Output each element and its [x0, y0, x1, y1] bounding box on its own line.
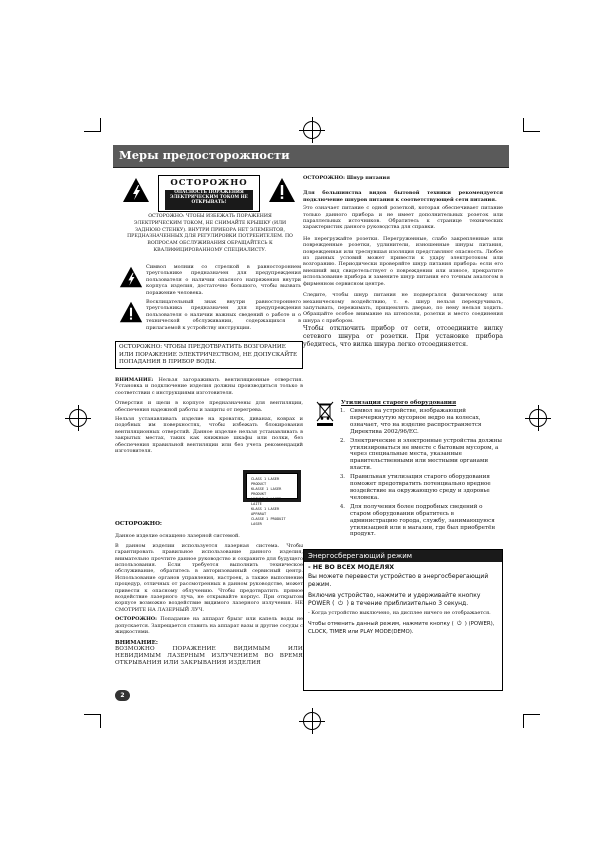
energy-saving-body	[304, 562, 502, 638]
attention-label: ВНИМАНИЕ:	[115, 377, 154, 383]
energy-saving-p4	[308, 621, 498, 636]
crop-mark	[84, 131, 100, 132]
fire-warning-text: ОСТОРОЖНО: ЧТОБЫ ПРЕДОТВРАТИТЬ ВОЗГОРАНИЕ ИЛИ ПОРАЖЕНИЕ ЭЛЕКТРИЧЕСТВОМ, НЕ ДОПУСКАЙТЕ ПОПАДАНИЯ В ПРИБОР ВОДЫ.	[119, 344, 298, 365]
list-number: 1.	[340, 408, 345, 414]
lightning-warning-icon	[122, 177, 150, 203]
disposal-item-4: Для получения более подробных сведений о старом оборудовании обратитесь в администрацию города, службу, занимающуюся утилизацией или в магазин, где был приобретён продукт.	[350, 503, 496, 538]
attention2-text: ВОЗМОЖНО ПОРАЖЕНИЕ ВИДИМЫМ ИЛИ НЕВИДИМЫМ ЛАЗЕРНЫМ ИЗЛУЧЕНИЕМ ВО ВРЕМЯ ОТКРЫВАНИЯ ИЛИ ЗАКРЫВАНИЯ ИЗДЕЛИЯ	[115, 645, 303, 667]
caution-warning-text: ОСТОРОЖНО: ЧТОБЫ ИЗБЕЖАТЬ ПОРАЖЕНИЯ ЭЛЕКТРИЧЕСКИМ ТОКОМ, НЕ СНИМАЙТЕ КРЫШКУ (ИЛИ ЗАДНЮЮ СТЕНКУ). ВНУТРИ ПРИБОРА НЕТ ЭЛЕМЕНТОВ, ПРЕДНАЗНАЧЕННЫХ ДЛЯ РЕГУЛИРОВКИ ПОТРЕБИТЕЛЕМ. ПО ВОПРОСАМ ОБСЛУЖИВАНИЯ ОБРАЩАЙТЕСЬ К КВАЛИФИЦИРОВАННОМУ СПЕЦИАЛИСТУ.	[127, 214, 293, 253]
laser-label-line: CLASSE 1 PRODUIT LASER	[251, 517, 286, 526]
right-column	[303, 175, 503, 349]
cord-paragraph-4: Чтобы отключить прибор от сети, отсоедините вилку сетевого шнура от розетки. При установке прибора убедитесь, что вилка шнура легко отсоединяется.	[303, 325, 503, 349]
caution2-intro: Данное изделие оснащено лазерной системой.	[115, 533, 240, 540]
cord-bold-text: Для большинства видов бытовой техники рекомендуется подключение шнуров питания к соответствующей сети питания.	[303, 190, 503, 203]
caution-subtitle: ОПАСНОСТЬ ПОРАЖЕНИЯ ЭЛЕКТРИЧЕСКИМ ТОКОМ НЕ ОТКРЫВАТЬ!	[165, 190, 253, 210]
energy-saving-p1: Вы можете перевести устройство в энергосберегающий режим.	[308, 573, 489, 588]
disposal-item-1: Символ на устройстве, изображающий перечеркнутую мусорное ведро на колесах, означает, что на изделие распространяется Директива 2002/96/EC.	[350, 408, 482, 435]
exclamation-warning-icon	[268, 177, 296, 203]
list-number: 2.	[340, 437, 345, 444]
crop-mark	[523, 714, 524, 728]
caution-box	[122, 175, 297, 213]
caution2-heading: ОСТОРОЖНО:	[115, 521, 163, 527]
energy-saving-p3: - Когда устройство выключено, на дисплее ничего не отображается.	[308, 610, 491, 616]
energy-saving-subtitle: - НЕ ВО ВСЕХ МОДЕЛЯХ	[308, 564, 395, 571]
laser-label-line: KLASS 1 LASER APPARAT	[251, 507, 280, 516]
cord-paragraph-3: Следите, чтобы шнур питания не подвергался физическому или механическому воздействию, т. е. шнур нельзя перекручивать, запутывать, пережимать, прищемлять дверью, по нему нельзя ходить. Обращайте особое внимание на штепсели, розетки и место соединения шнура с прибором.	[303, 292, 503, 324]
page-title: Меры предосторожности	[119, 148, 290, 162]
caution2-body: В данном изделии используется лазерная система. Чтобы гарантировать правильное использование данного изделия, внимательно прочтите данное руководство и сохраните для будущего использования. Если требуется выполнить техническое обслуживание, обратитесь в авторизованный сервисный центр. Использование органов управления, настроек, а также выполнение процедур, отличных от рассмотренных в данном руководстве, может привести к опасному облучению. Чтобы предотвратить прямое воздействие лазерного луча, не открывайте корпус. При открытом корпусе возможно воздействие видимого лазерного излучения. НЕ СМОТРИТЕ НА ЛАЗЕРНЫЙ ЛУЧ.	[115, 542, 303, 613]
placement-paragraph: Нельзя устанавливать изделие на кроватях, диванах, коврах и подобных им поверхностях, чтобы избежать блокирования вентиляционных отверстий. Данное изделие нельзя устанавливать в закрытых местах, таких как книжные шкафы или полки, без обеспечения правильной вентиляции или без учета рекомендаций изготовителя.	[115, 416, 303, 455]
vent-paragraph: Отверстия и щели в корпусе предназначены для вентиляции, обеспечения надежной работы и защиты от перегрева.	[115, 400, 303, 413]
section-header	[113, 145, 509, 168]
list-item	[340, 438, 502, 473]
exclamation-symbol-icon	[119, 300, 143, 324]
page-number: 2	[115, 690, 130, 701]
caution3-paragraph	[115, 616, 303, 635]
lightning-symbol-text: Символ молнии со стрелкой в равностороннем треугольнике предназначен для предупреждения пользователя о наличии опасного напряжения внутри корпуса изделия, достаточно большого, чтобы вызвать поражение человека.	[146, 264, 301, 296]
left-column	[115, 377, 303, 454]
registration-mark	[303, 712, 321, 730]
cord-paragraph-1: Это означает питание с одной розеткой, которая обеспечивает питание только данного прибора и не имеет дополнительных розеток или параллельных источников. Обратитесь к странице технических характеристик данного руководства для справки.	[303, 205, 503, 231]
caution3-text: Попадание на аппарат брызг или капель воды не допускается. Запрещается ставить на аппарат вазы и другие сосуды с жидкостями.	[115, 616, 303, 636]
laser-label-line: LUOKAN 1 LASER LAITE	[251, 497, 282, 506]
list-number: 3.	[340, 474, 345, 481]
crop-mark	[100, 714, 101, 728]
laser-label-line: KLASSE 1 LASER PRODUKT	[251, 487, 282, 496]
cord-heading: ОСТОРОЖНО: Шнур питания	[303, 175, 390, 181]
list-number: 4.	[340, 503, 345, 510]
attention-text: Нельзя загораживать вентиляционные отверстия. Установка и подключение изделия должны производиться только в соответствии с инструкциями изготовителя.	[115, 377, 303, 396]
caution3-label: ОСТОРОЖНО:	[115, 616, 158, 623]
cord-paragraph-2: Не перегружайте розетки. Перегруженные, слабо закрепленные или поврежденные розетки, удлинители, изношенные шнуры питания, поврежденная или треснувшая изоляция представляют опасность. Любое из данных условий может привести к удару электротоком или возгоранию. Периодически проверяйте шнур питания прибора: если его внешний вид свидетельствует о повреждении или износе, прекратите использование прибора и замените шнур питания его точным аналогом в фирменном сервисном центре.	[303, 235, 503, 287]
crop-mark	[524, 714, 540, 715]
laser-label	[246, 473, 298, 526]
registration-mark	[529, 409, 547, 427]
crop-mark	[524, 131, 540, 132]
caution-title: ОСТОРОЖНО	[170, 178, 248, 188]
registration-mark	[69, 409, 87, 427]
list-item	[340, 504, 502, 539]
disposal-item-2: Электрические и электронные устройства должны утилизироваться не вместе с бытовым мусором, а через специальные места, указанные правительственными или местными органами власти.	[350, 437, 502, 472]
energy-saving-p4-start: Чтобы отменить данный режим, нажмите кнопку (	[308, 621, 454, 627]
energy-saving-p2-start: Включив устройство, нажмите и удерживайте кнопку POWER (	[308, 592, 481, 607]
power-icon: ⏻	[338, 600, 343, 607]
crop-mark	[84, 714, 100, 715]
energy-saving-p4-end: ) (POWER), CLOCK, TIMER или PLAY MODE(DEMO).	[308, 621, 495, 635]
energy-saving-title: Энергосберегающий режим	[304, 550, 502, 562]
disposal-item-3: Правильная утилизация старого оборудования поможет предотвратить потенциально вредное воздействие на окружающую среду и здоровье человека.	[350, 474, 491, 501]
list-item	[340, 408, 502, 436]
power-icon: ⏻	[457, 621, 462, 627]
caution-label	[158, 175, 260, 212]
crossed-bin-icon	[316, 401, 334, 425]
crop-mark	[100, 118, 101, 132]
left-column-laser	[115, 521, 303, 668]
energy-saving-box	[303, 549, 503, 691]
exclamation-symbol-text: Восклицательный знак внутри равностороннего треугольника предназначен для предупреждения пользователя о наличии важных сведений о работе и о технической обслуживании, содержащихся в прилагаемой к устройству инструкции.	[146, 299, 301, 331]
registration-mark	[303, 121, 321, 139]
disposal-heading: Утилизация старого оборудования	[341, 400, 457, 406]
crop-mark	[523, 118, 524, 132]
attention2-heading: ВНИМАНИЕ:	[115, 639, 158, 646]
energy-saving-p2	[308, 592, 498, 608]
attention-paragraph	[115, 377, 303, 396]
energy-saving-p2-end: ) в течение приблизительно 3 секунд.	[346, 600, 469, 607]
fire-warning-box	[115, 341, 303, 369]
disposal-list	[340, 408, 502, 538]
list-item	[340, 474, 502, 502]
lightning-symbol-icon	[119, 265, 143, 289]
laser-label-line: CLASS 1 LASER PRODUCT	[251, 477, 280, 486]
